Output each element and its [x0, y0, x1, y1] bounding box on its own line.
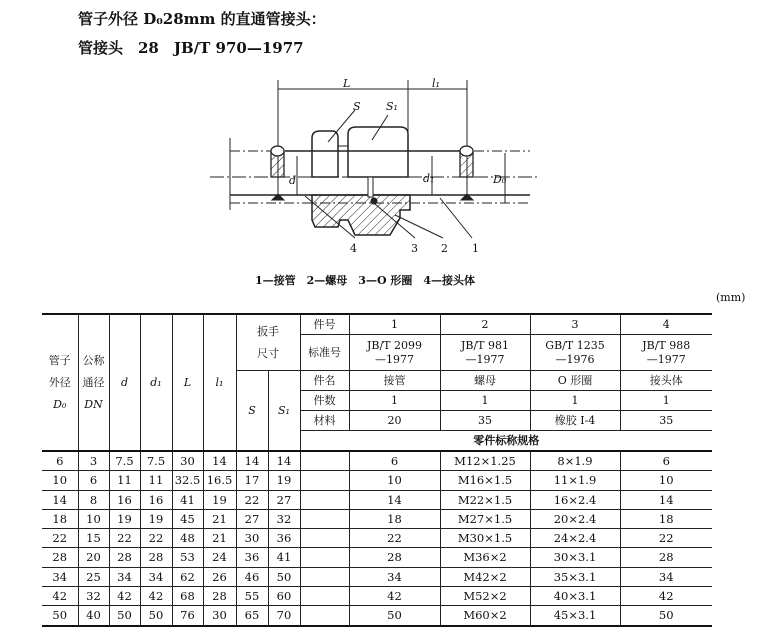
table-cell: 7.5	[140, 451, 172, 471]
label-name: 件名	[300, 371, 349, 391]
table-cell: 14	[349, 490, 440, 509]
table-cell: 34	[140, 567, 172, 586]
designation-line: 管接头 28 JB/T 970—1977	[78, 39, 304, 57]
table-cell: M52×2	[440, 587, 530, 606]
table-cell: 19	[268, 471, 300, 490]
table-cell: 40	[78, 606, 109, 626]
table-cell: 24	[203, 548, 236, 567]
part-standard: GB/T 1235 —1976	[530, 335, 620, 371]
part-name: 接头体	[620, 371, 712, 391]
part-standard: JB/T 2099 —1977	[349, 335, 440, 371]
table-cell: 16×2.4	[530, 490, 620, 509]
header-l1: l₁	[203, 314, 236, 451]
table-cell: M60×2	[440, 606, 530, 626]
label-part-no: 件号	[300, 314, 349, 335]
table-cell: M22×1.5	[440, 490, 530, 509]
table-cell: M27×1.5	[440, 509, 530, 528]
blank-cell	[300, 451, 349, 471]
table-cell: 11	[109, 471, 140, 490]
blank-cell	[300, 490, 349, 509]
fitting-drawing	[200, 70, 540, 270]
table-cell: 6	[78, 471, 109, 490]
header-d: d	[109, 314, 140, 451]
table-cell: 14	[620, 490, 712, 509]
table-cell: M12×1.25	[440, 451, 530, 471]
table-cell: 42	[620, 587, 712, 606]
table-cell: 30	[203, 606, 236, 626]
table-cell: 8×1.9	[530, 451, 620, 471]
part-standard: JB/T 988 —1977	[620, 335, 712, 371]
header-d1: d₁	[140, 314, 172, 451]
table-cell: 20×2.4	[530, 509, 620, 528]
table-cell: 22	[140, 529, 172, 548]
part-label-4: 4	[350, 242, 357, 255]
part-no: 3	[530, 314, 620, 335]
table-cell: 21	[203, 509, 236, 528]
blank-cell	[300, 548, 349, 567]
part-material: 35	[620, 411, 712, 431]
table-cell: 26	[203, 567, 236, 586]
table-cell: 14	[268, 451, 300, 471]
table-cell: 41	[268, 548, 300, 567]
table-cell: 11×1.9	[530, 471, 620, 490]
table-cell: 24×2.4	[530, 529, 620, 548]
label-spec: 零件标称规格	[300, 431, 712, 452]
table-cell: 22	[236, 490, 268, 509]
part-material: 35	[440, 411, 530, 431]
label-S1: S₁	[386, 100, 398, 113]
part-qty: 1	[349, 391, 440, 411]
table-cell: 45×3.1	[530, 606, 620, 626]
table-cell: 16	[140, 490, 172, 509]
part-name: 接管	[349, 371, 440, 391]
table-cell: 35×3.1	[530, 567, 620, 586]
table-cell: M30×1.5	[440, 529, 530, 548]
table-cell: 22	[109, 529, 140, 548]
header-DN: 公称 通径 DN	[78, 314, 109, 451]
table-cell: 30	[236, 529, 268, 548]
table-cell: 19	[109, 509, 140, 528]
part-label-3: 3	[411, 242, 418, 255]
table-cell: 19	[140, 509, 172, 528]
part-name: O 形圈	[530, 371, 620, 391]
table-cell: 42	[109, 587, 140, 606]
table-cell: 62	[172, 567, 203, 586]
table-cell: 76	[172, 606, 203, 626]
table-cell: 53	[172, 548, 203, 567]
dim-D0: D₀	[493, 173, 507, 186]
table-row	[42, 587, 712, 606]
table-cell: 6	[42, 451, 78, 471]
table-cell: 36	[268, 529, 300, 548]
part-no: 2	[440, 314, 530, 335]
table-cell: M36×2	[440, 548, 530, 567]
table-row	[42, 567, 712, 586]
part-no: 4	[620, 314, 712, 335]
table-cell: 18	[42, 509, 78, 528]
table-cell: 16	[109, 490, 140, 509]
table-cell: 18	[349, 509, 440, 528]
table-cell: 22	[42, 529, 78, 548]
table-cell: 32	[78, 587, 109, 606]
table-cell: 11	[140, 471, 172, 490]
table-cell: 50	[268, 567, 300, 586]
table-cell: 40×3.1	[530, 587, 620, 606]
table-cell: 27	[236, 509, 268, 528]
table-cell: 46	[236, 567, 268, 586]
table-cell: 22	[349, 529, 440, 548]
table-cell: 10	[78, 509, 109, 528]
part-qty: 1	[530, 391, 620, 411]
header-wrench-size: 扳手 尺寸	[236, 314, 300, 371]
part-material: 橡胶 I-4	[530, 411, 620, 431]
part-name: 螺母	[440, 371, 530, 391]
table-cell: 28	[109, 548, 140, 567]
dim-l1: l₁	[432, 77, 440, 90]
blank-cell	[300, 471, 349, 490]
table-cell: 15	[78, 529, 109, 548]
part-material: 20	[349, 411, 440, 431]
table-cell: 22	[620, 529, 712, 548]
table-cell: 7.5	[109, 451, 140, 471]
table-cell: 70	[268, 606, 300, 626]
table-row	[42, 509, 712, 528]
dimension-table	[42, 313, 712, 627]
table-row	[42, 529, 712, 548]
blank-cell	[300, 587, 349, 606]
table-cell: 36	[236, 548, 268, 567]
table-row	[42, 548, 712, 567]
table-cell: 30×3.1	[530, 548, 620, 567]
intro-line: 管子外径 D₀28mm 的直通管接头：	[78, 10, 326, 28]
table-cell: 50	[109, 606, 140, 626]
table-cell: 3	[78, 451, 109, 471]
table-cell: 48	[172, 529, 203, 548]
blank-cell	[300, 509, 349, 528]
part-label-2: 2	[441, 242, 448, 255]
table-cell: 18	[620, 509, 712, 528]
unit-label: (mm)	[716, 291, 746, 304]
part-no: 1	[349, 314, 440, 335]
table-cell: 34	[42, 567, 78, 586]
part-qty: 1	[440, 391, 530, 411]
header-D0: 管子 外径 D₀	[42, 314, 78, 451]
table-cell: 20	[78, 548, 109, 567]
table-cell: 27	[268, 490, 300, 509]
table-cell: 30	[172, 451, 203, 471]
table-cell: 50	[349, 606, 440, 626]
table-cell: 25	[78, 567, 109, 586]
table-cell: 42	[349, 587, 440, 606]
table-cell: 28	[620, 548, 712, 567]
table-cell: 28	[140, 548, 172, 567]
table-cell: 45	[172, 509, 203, 528]
table-cell: 32.5	[172, 471, 203, 490]
table-row	[42, 490, 712, 509]
table-cell: 34	[620, 567, 712, 586]
label-qty: 件数	[300, 391, 349, 411]
table-row	[42, 471, 712, 490]
part-qty: 1	[620, 391, 712, 411]
table-cell: 6	[620, 451, 712, 471]
table-cell: 68	[172, 587, 203, 606]
table-row	[42, 451, 712, 471]
table-cell: 28	[349, 548, 440, 567]
table-cell: 42	[140, 587, 172, 606]
table-cell: 14	[42, 490, 78, 509]
table-cell: 14	[203, 451, 236, 471]
table-cell: 6	[349, 451, 440, 471]
header-S1: S₁	[268, 371, 300, 452]
table-cell: 50	[140, 606, 172, 626]
table-cell: 32	[268, 509, 300, 528]
part-label-1: 1	[472, 242, 479, 255]
label-material: 材料	[300, 411, 349, 431]
table-cell: 10	[42, 471, 78, 490]
part-standard: JB/T 981 —1977	[440, 335, 530, 371]
table-cell: M16×1.5	[440, 471, 530, 490]
label-S: S	[353, 100, 361, 113]
table-cell: 55	[236, 587, 268, 606]
header-S: S	[236, 371, 268, 452]
table-cell: 19	[203, 490, 236, 509]
table-cell: 50	[42, 606, 78, 626]
table-cell: 10	[349, 471, 440, 490]
table-row	[42, 606, 712, 626]
table-cell: 14	[236, 451, 268, 471]
dim-d: d	[289, 174, 297, 187]
table-cell: 34	[109, 567, 140, 586]
figure-caption: 1—接管 2—螺母 3—O 形圈 4—接头体	[255, 274, 476, 287]
header-L: L	[172, 314, 203, 451]
table-cell: M42×2	[440, 567, 530, 586]
dim-L: L	[343, 77, 351, 90]
blank-cell	[300, 529, 349, 548]
table-cell: 28	[42, 548, 78, 567]
table-cell: 41	[172, 490, 203, 509]
table-cell: 10	[620, 471, 712, 490]
table-cell: 21	[203, 529, 236, 548]
table-cell: 65	[236, 606, 268, 626]
blank-cell	[300, 606, 349, 626]
dim-d1: d₁	[423, 172, 435, 185]
table-cell: 42	[42, 587, 78, 606]
table-cell: 16.5	[203, 471, 236, 490]
table-cell: 17	[236, 471, 268, 490]
table-cell: 60	[268, 587, 300, 606]
blank-cell	[300, 567, 349, 586]
table-cell: 8	[78, 490, 109, 509]
table-cell: 28	[203, 587, 236, 606]
label-standard: 标准号	[300, 335, 349, 371]
table-cell: 50	[620, 606, 712, 626]
table-cell: 34	[349, 567, 440, 586]
